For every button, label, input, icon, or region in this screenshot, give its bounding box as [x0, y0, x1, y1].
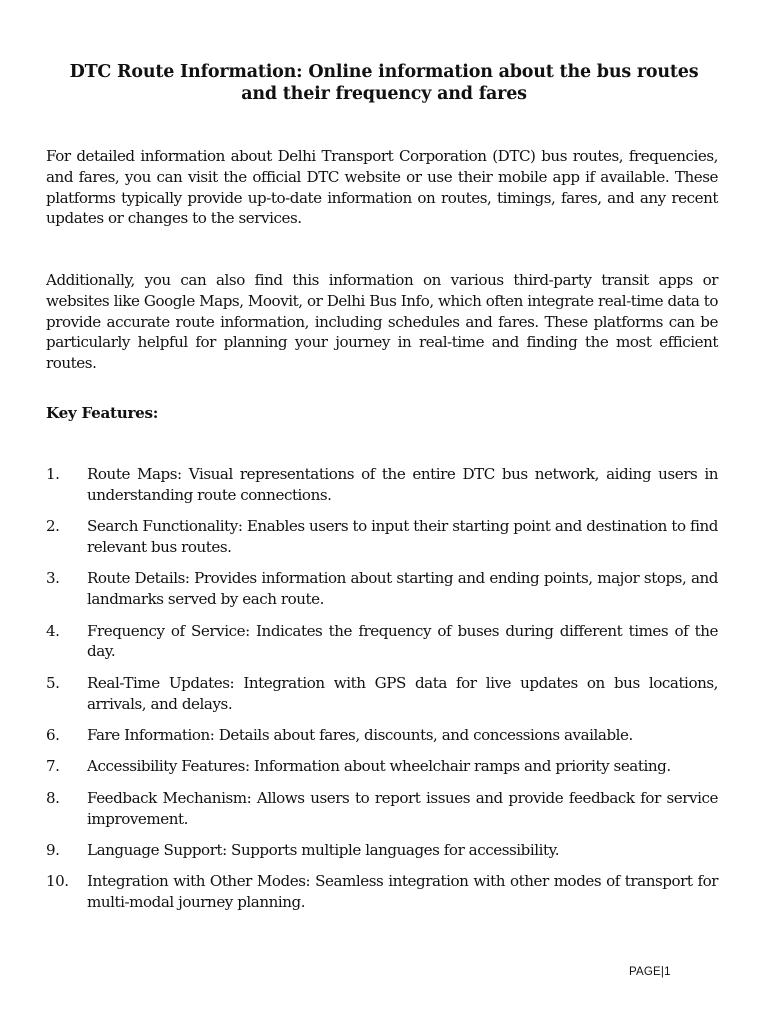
feature-number: 2.: [46, 517, 60, 536]
feature-item-9: [46, 840, 718, 861]
feature-number: 3.: [46, 569, 60, 588]
feature-text: Language Support: Supports multiple languages for accessibility.: [87, 840, 560, 859]
feature-text: Accessibility Features: Information about wheelchair ramps and priority seating.: [87, 757, 671, 776]
feature-item-8: [46, 788, 718, 830]
feature-number: 4.: [46, 621, 60, 640]
feature-number: 10.: [46, 872, 69, 891]
key-features-list: [46, 464, 718, 923]
page-number-footer: PAGE|1: [629, 966, 671, 978]
feature-number: 5.: [46, 673, 60, 692]
feature-text: Fare Information: Details about fares, discounts, and concessions available.: [87, 725, 633, 744]
feature-item-7: [46, 756, 718, 777]
feature-text: Route Details: Provides information about starting and ending points, major stops, and landmarks served by each route.: [87, 569, 718, 609]
feature-item-5: [46, 673, 718, 715]
feature-item-10: [46, 871, 718, 913]
feature-number: 1.: [46, 465, 60, 483]
document-title: DTC Route Information: Online information about the bus routes and their frequency and fares: [69, 62, 699, 104]
feature-number: 8.: [46, 788, 60, 807]
feature-number: 6.: [46, 725, 60, 744]
feature-number: 9.: [46, 840, 60, 859]
key-features-heading: Key Features:: [46, 404, 159, 422]
feature-text: Real-Time Updates: Integration with GPS data for live updates on bus locations, arrivals, and delays.: [87, 673, 718, 713]
feature-text: Frequency of Service: Indicates the frequency of buses during different times of the day.: [87, 621, 718, 661]
feature-item-1: [46, 464, 718, 506]
feature-number: 7.: [46, 757, 60, 776]
feature-item-2: [46, 516, 718, 558]
feature-text: Route Maps: Visual representations of the entire DTC bus network, aiding users in understanding route connections.: [87, 465, 718, 504]
feature-item-4: [46, 621, 718, 663]
intro-paragraph: For detailed information about Delhi Transport Corporation (DTC) bus routes, frequencies, and fares, you can visit the official DTC website or use their mobile app if available. These platforms typically provide up-to-date information on routes, timings, fares, and any recent updates or changes to the services.: [46, 147, 718, 228]
feature-item-3: [46, 568, 718, 610]
feature-text: Feedback Mechanism: Allows users to report issues and provide feedback for service improvement.: [87, 788, 718, 828]
feature-item-6: [46, 725, 718, 746]
additional-info-paragraph: Additionally, you can also find this information on various third-party transit apps or websites like Google Maps, Moovit, or Delhi Bus Info, which often integrate real-time data to provide accurate route information, including schedules and fares. These platforms can be particularly helpful for planning your journey in real-time and finding the most efficient routes.: [46, 271, 719, 373]
feature-text: Integration with Other Modes: Seamless integration with other modes of transport for multi-modal journey planning.: [87, 872, 718, 912]
feature-text: Search Functionality: Enables users to input their starting point and destination to find relevant bus routes.: [87, 517, 718, 556]
